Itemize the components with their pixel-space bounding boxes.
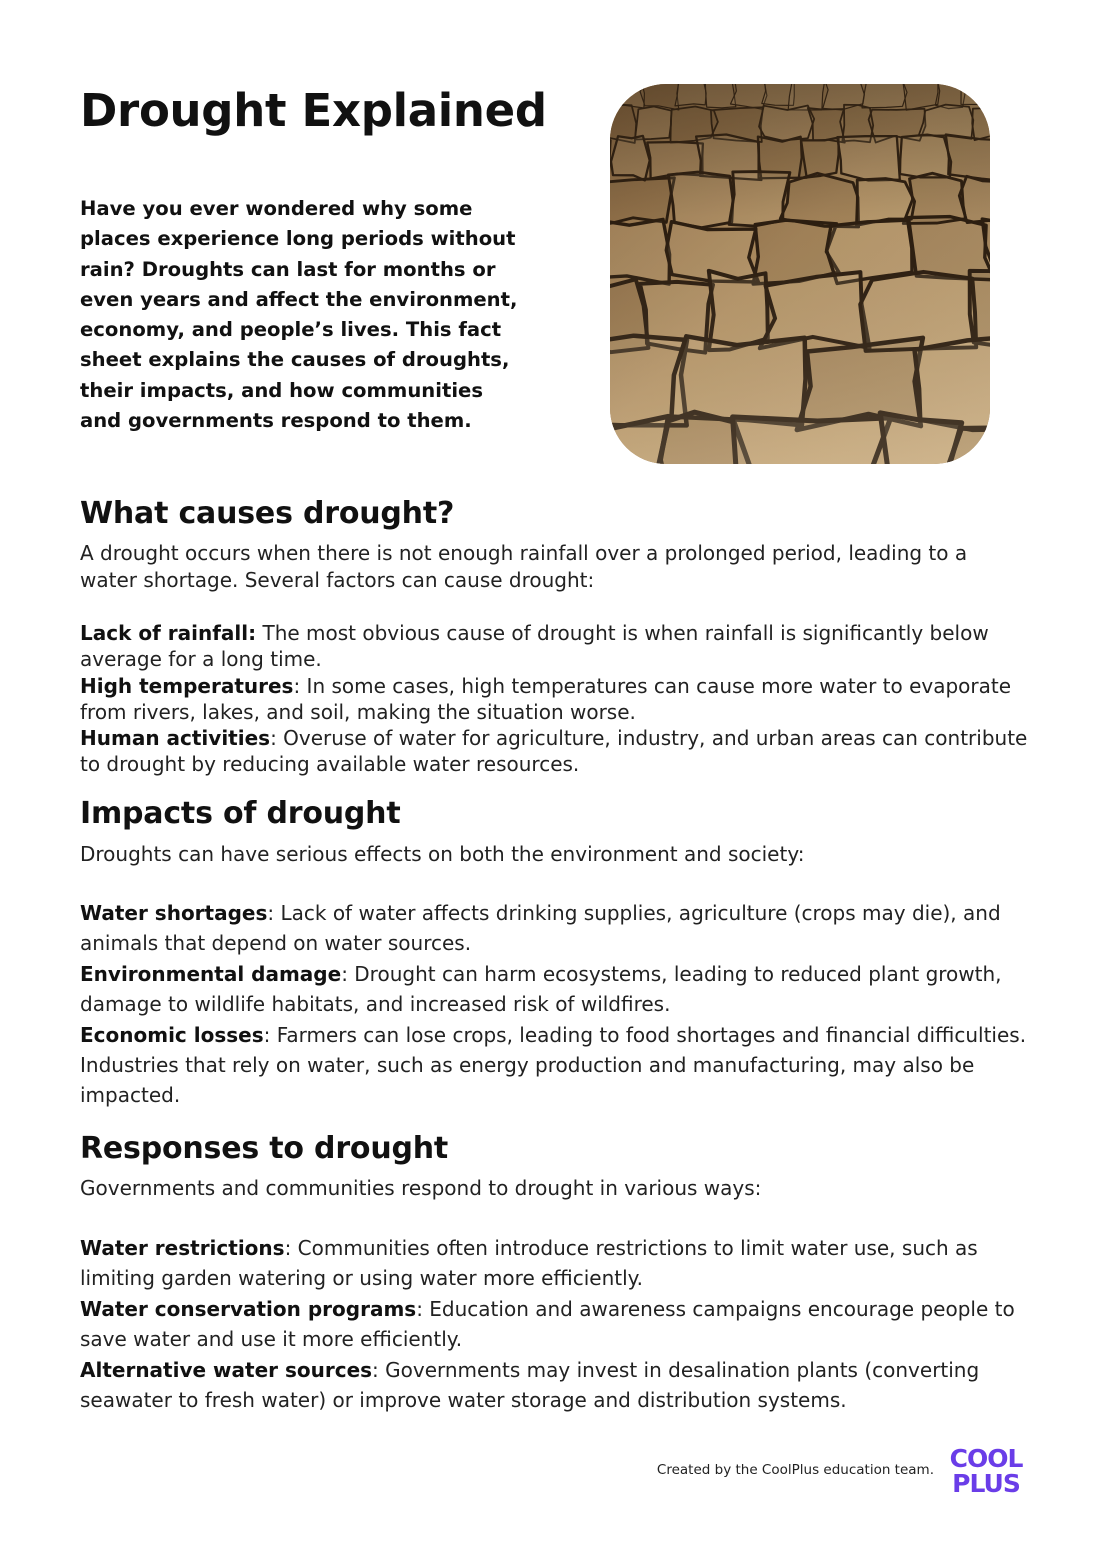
item-text: : Education and awareness campaigns encourage people to save water and use it more efficiently.: [80, 1296, 1015, 1352]
hero-image: [610, 84, 990, 464]
logo-line-1: COOL: [949, 1444, 1023, 1473]
section-heading-responses: Responses to drought: [80, 1131, 449, 1166]
list-item: [80, 1355, 1040, 1416]
item-term: High temperatures: [80, 673, 294, 698]
item-term: Environmental damage: [80, 961, 342, 986]
intro-paragraph: Have you ever wondered why some places experience long periods without rain? Droughts can last for months or even years and affect the environment, economy, and people’s lives. This fact sheet explains the causes of droughts, their impacts, and how communities and governments respond to them.: [80, 197, 518, 433]
impacts-list: [80, 898, 1040, 1111]
section-intro-responses: Governments and communities respond to drought in various ways:: [80, 1176, 762, 1200]
section-intro-causes: A drought occurs when there is not enough rainfall over a prolonged period, leading to a water shortage. Several factors can cause drought:: [80, 541, 968, 592]
item-text: The most obvious cause of drought is when rainfall is significantly below average for a long time.: [80, 621, 989, 672]
item-text: : Governments may invest in desalination plants (converting seawater to fresh water) or improve water storage and distribution systems.: [80, 1357, 980, 1413]
item-text: : In some cases, high temperatures can cause more water to evaporate from rivers, lakes, and soil, making the situation worse.: [80, 673, 1012, 724]
item-term: Economic losses: [80, 1022, 264, 1047]
page-title: Drought Explained: [80, 84, 547, 137]
coolplus-logo: [946, 1444, 1026, 1496]
list-item: [80, 673, 1040, 726]
logo-line-2: PLUS: [952, 1469, 1020, 1496]
item-term: Human activities: [80, 726, 271, 751]
responses-list: [80, 1233, 1040, 1415]
list-item: [80, 959, 1040, 1020]
item-text: : Drought can harm ecosystems, leading to reduced plant growth, damage to wildlife habitats, and increased risk of wildfires.: [80, 961, 1002, 1017]
list-item: [80, 1233, 1040, 1294]
item-term: Water conservation programs: [80, 1296, 417, 1321]
section-heading-impacts: Impacts of drought: [80, 796, 401, 831]
item-term: Lack of rainfall:: [80, 621, 257, 645]
item-term: Water shortages: [80, 901, 268, 925]
list-item: [80, 1294, 1040, 1355]
section-intro-impacts: Droughts can have serious effects on both the environment and society:: [80, 842, 805, 866]
item-text: : Farmers can lose crops, leading to food shortages and financial difficulties. Industries that rely on water, such as energy production and manufacturing, may also be impacted.: [80, 1022, 1027, 1108]
list-item: [80, 725, 1040, 778]
footer-credit: Created by the CoolPlus education team.: [656, 1462, 934, 1478]
item-term: Water restrictions: [80, 1236, 285, 1260]
causes-list: [80, 620, 1040, 778]
cracked-earth-illustration: [610, 84, 990, 464]
section-heading-causes: What causes drought?: [80, 496, 455, 531]
list-item: [80, 1020, 1040, 1111]
item-text: : Lack of water affects drinking supplies, agriculture (crops may die), and animals that depend on water sources.: [80, 901, 1001, 956]
item-term: Alternative water sources: [80, 1357, 373, 1382]
item-text: : Communities often introduce restrictions to limit water use, such as limiting garden watering or using water more efficiently.: [80, 1236, 978, 1291]
list-item: [80, 620, 1040, 673]
list-item: [80, 898, 1040, 959]
item-text: : Overuse of water for agriculture, industry, and urban areas can contribute to drought by reducing available water resources.: [80, 726, 1028, 777]
